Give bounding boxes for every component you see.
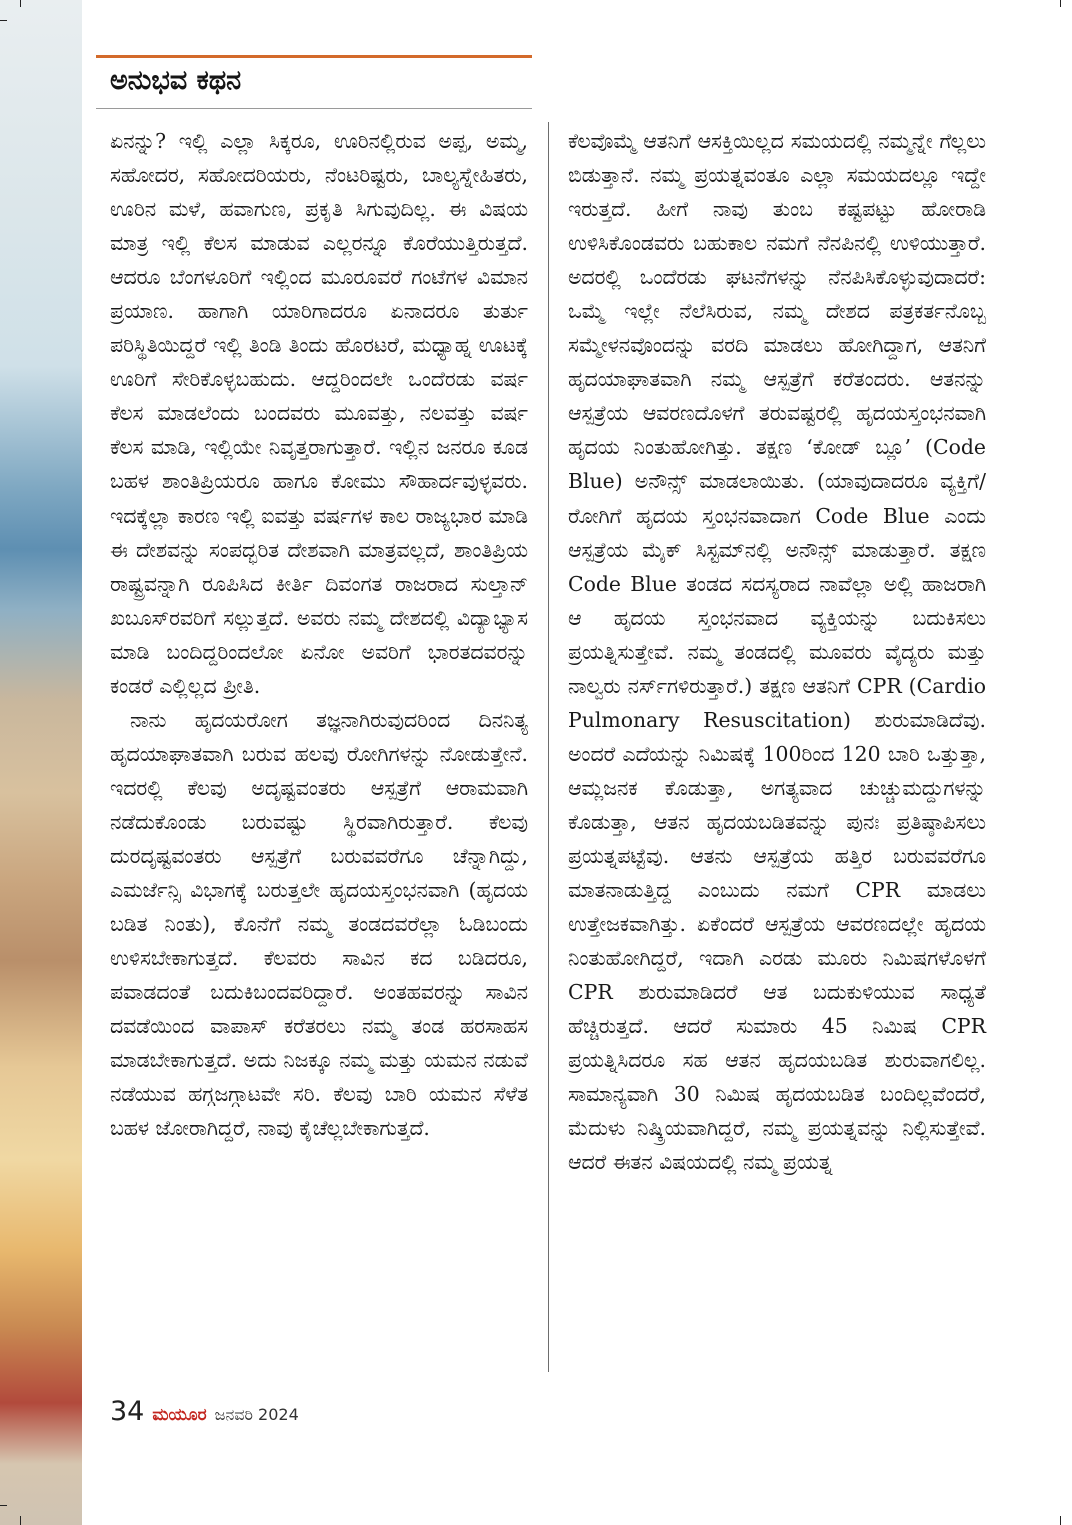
crop-mark [0, 20, 7, 21]
section-header [96, 55, 532, 109]
paragraph: ಕೆಲವೊಮ್ಮೆ ಆತನಿಗೆ ಆಸಕ್ತಿಯಿಲ್ಲದ ಸಮಯದಲ್ಲಿ ನಮ್ಮನ್ನೇ ಗೆಲ್ಲಲು ಬಿಡುತ್ತಾನೆ. ನಮ್ಮ ಪ್ರಯತ್ನವಂತೂ ಎಲ್ಲಾ ಸಮಯದಲ್ಲೂ ಇದ್ದೇ ಇರುತ್ತದೆ. ಹೀಗೆ ನಾವು ತುಂಬ ಕಷ್ಟಪಟ್ಟು ಹೋರಾಡಿ ಉಳಿಸಿಕೊಂಡವರು ಬಹುಕಾಲ ನಮಗೆ ನೆನಪಿನಲ್ಲಿ ಉಳಿಯುತ್ತಾರೆ. ಅದರಲ್ಲಿ ಒಂದೆರಡು ಘಟನೆಗಳನ್ನು ನೆನಪಿಸಿಕೊಳ್ಳುವುದಾದರೆ: ಒಮ್ಮೆ ಇಲ್ಲೇ ನೆಲೆಸಿರುವ, ನಮ್ಮ ದೇಶದ ಪತ್ರಕರ್ತನೊಬ್ಬ ಸಮ್ಮೇಳನವೊಂದನ್ನು ವರದಿ ಮಾಡಲು ಹೋಗಿದ್ದಾಗ, ಆತನಿಗೆ ಹೃದಯಾಘಾತವಾಗಿ ನಮ್ಮ ಆಸ್ಪತ್ರೆಗೆ ಕರೆತಂದರು. ಆತನನ್ನು ಆಸ್ಪತ್ರೆಯ ಆವರಣದೊಳಗೆ ತರುವಷ್ಟರಲ್ಲಿ ಹೃದಯಸ್ತಂಭನವಾಗಿ ಹೃದಯ ನಿಂತುಹೋಗಿತ್ತು. ತಕ್ಷಣ ‘ಕೋಡ್ ಬ್ಲೂ’ (Code Blue) ಅನೌನ್ಸ್ ಮಾಡಲಾಯಿತು. (ಯಾವುದಾದರೂ ವ್ಯಕ್ತಿಗೆ/ರೋಗಿಗೆ ಹೃದಯ ಸ್ತಂಭನವಾದಾಗ Code Blue ಎಂದು ಆಸ್ಪತ್ರೆಯ ಮೈಕ್ ಸಿಸ್ಟಮ್‌ನಲ್ಲಿ ಅನೌನ್ಸ್ ಮಾಡುತ್ತಾರೆ. ತಕ್ಷಣ Code Blue ತಂಡದ ಸದಸ್ಯರಾದ ನಾವೆಲ್ಲಾ ಅಲ್ಲಿ ಹಾಜರಾಗಿ ಆ ಹೃದಯ ಸ್ತಂಭನವಾದ ವ್ಯಕ್ತಿಯನ್ನು ಬದುಕಿಸಲು ಪ್ರಯತ್ನಿಸುತ್ತೇವೆ. ನಮ್ಮ ತಂಡದಲ್ಲಿ ಮೂವರು ವೈದ್ಯರು ಮತ್ತು ನಾಲ್ವರು ನರ್ಸ್‌ಗಳಿರುತ್ತಾರೆ.) ತಕ್ಷಣ ಆತನಿಗೆ CPR (Cardio Pulmonary Resuscitation) ಶುರುಮಾಡಿದೆವು. ಅಂದರೆ ಎದೆಯನ್ನು ನಿಮಿಷಕ್ಕೆ 100ರಿಂದ 120 ಬಾರಿ ಒತ್ತುತ್ತಾ, ಆಮ್ಲಜನಕ ಕೊಡುತ್ತಾ, ಅಗತ್ಯವಾದ ಚುಚ್ಚುಮದ್ದುಗಳನ್ನು ಕೊಡುತ್ತಾ, ಆತನ ಹೃದಯಬಡಿತವನ್ನು ಪುನಃ ಪ್ರತಿಷ್ಠಾಪಿಸಲು ಪ್ರಯತ್ನಪಟ್ಟೆವು. ಆತನು ಆಸ್ಪತ್ರೆಯ ಹತ್ತಿರ ಬರುವವರೆಗೂ ಮಾತನಾಡುತ್ತಿದ್ದ ಎಂಬುದು ನಮಗೆ CPR ಮಾಡಲು ಉತ್ತೇಜಕವಾಗಿತ್ತು. ಏಕೆಂದರೆ ಆಸ್ಪತ್ರೆಯ ಆವರಣದಲ್ಲೇ ಹೃದಯ ನಿಂತುಹೋಗಿದ್ದರೆ, ಇದಾಗಿ ಎರಡು ಮೂರು ನಿಮಿಷಗಳೊಳಗೆ CPR ಶುರುಮಾಡಿದರೆ ಆತ ಬದುಕುಳಿಯುವ ಸಾಧ್ಯತೆ ಹೆಚ್ಚಿರುತ್ತದೆ. ಆದರೆ ಸುಮಾರು 45 ನಿಮಿಷ CPR ಪ್ರಯತ್ನಿಸಿದರೂ ಸಹ ಆತನ ಹೃದಯಬಡಿತ ಶುರುವಾಗಲಿಲ್ಲ. ಸಾಮಾನ್ಯವಾಗಿ 30 ನಿಮಿಷ ಹೃದಯಬಡಿತ ಬಂದಿಲ್ಲವೆಂದರೆ, ಮೆದುಳು ನಿಷ್ಕ್ರಿಯವಾಗಿದ್ದರೆ, ನಮ್ಮ ಪ್ರಯತ್ನವನ್ನು ನಿಲ್ಲಿಸುತ್ತೇವೆ. ಆದರೆ ಈತನ ವಿಷಯದಲ್ಲಿ ನಮ್ಮ ಪ್ರಯತ್ನ [568, 129, 986, 1175]
decorative-photo-strip [0, 0, 82, 1525]
article-column-right [568, 124, 986, 1179]
crop-mark [20, 0, 21, 7]
crop-mark [0, 1505, 7, 1506]
page-number: 34 [110, 1396, 145, 1427]
crop-mark [1060, 0, 1061, 7]
column-divider [548, 122, 549, 1372]
article-column-left [110, 124, 528, 1145]
paragraph: ಏನನ್ನು? ಇಲ್ಲಿ ಎಲ್ಲಾ ಸಿಕ್ಕರೂ, ಊರಿನಲ್ಲಿರುವ ಅಪ್ಪ, ಅಮ್ಮ, ಸಹೋದರ, ಸಹೋದರಿಯರು, ನೆಂಟರಿಷ್ಟರು, ಬಾಲ್ಯಸ್ನೇಹಿತರು, ಊರಿನ ಮಳೆ, ಹವಾಗುಣ, ಪ್ರಕೃತಿ ಸಿಗುವುದಿಲ್ಲ. ಈ ವಿಷಯ ಮಾತ್ರ ಇಲ್ಲಿ ಕೆಲಸ ಮಾಡುವ ಎಲ್ಲರನ್ನೂ ಕೊರೆಯುತ್ತಿರುತ್ತದೆ. ಆದರೂ ಬೆಂಗಳೂರಿಗೆ ಇಲ್ಲಿಂದ ಮೂರೂವರೆ ಗಂಟೆಗಳ ವಿಮಾನ ಪ್ರಯಾಣ. ಹಾಗಾಗಿ ಯಾರಿಗಾದರೂ ಏನಾದರೂ ತುರ್ತು ಪರಿಸ್ಥಿತಿಯಿದ್ದರೆ ಇಲ್ಲಿ ತಿಂಡಿ ತಿಂದು ಹೊರಟರೆ, ಮಧ್ಯಾಹ್ನ ಊಟಕ್ಕೆ ಊರಿಗೆ ಸೇರಿಕೊಳ್ಳಬಹುದು. ಆದ್ದರಿಂದಲೇ ಒಂದೆರಡು ವರ್ಷ ಕೆಲಸ ಮಾಡಲೆಂದು ಬಂದವರು ಮೂವತ್ತು, ನಲವತ್ತು ವರ್ಷ ಕೆಲಸ ಮಾಡಿ, ಇಲ್ಲಿಯೇ ನಿವೃತ್ತರಾಗುತ್ತಾರೆ. ಇಲ್ಲಿನ ಜನರೂ ಕೂಡ ಬಹಳ ಶಾಂತಿಪ್ರಿಯರೂ ಹಾಗೂ ಕೋಮು ಸೌಹಾರ್ದವುಳ್ಳವರು. ಇದಕ್ಕೆಲ್ಲಾ ಕಾರಣ ಇಲ್ಲಿ ಐವತ್ತು ವರ್ಷಗಳ ಕಾಲ ರಾಜ್ಯಭಾರ ಮಾಡಿ ಈ ದೇಶವನ್ನು ಸಂಪದ್ಭರಿತ ದೇಶವಾಗಿ ಮಾತ್ರವಲ್ಲದೆ, ಶಾಂತಿಪ್ರಿಯ ರಾಷ್ಟ್ರವನ್ನಾಗಿ ರೂಪಿಸಿದ ಕೀರ್ತಿ ದಿವಂಗತ ರಾಜರಾದ ಸುಲ್ತಾನ್ ಖಬೂಸ್‌ರವರಿಗೆ ಸಲ್ಲುತ್ತದೆ. ಅವರು ನಮ್ಮ ದೇಶದಲ್ಲಿ ವಿದ್ಯಾಭ್ಯಾಸ ಮಾಡಿ ಬಂದಿದ್ದರಿಂದಲೋ ಏನೋ ಅವರಿಗೆ ಭಾರತದವರನ್ನು ಕಂಡರೆ ಎಲ್ಲಿಲ್ಲದ ಪ್ರೀತಿ. [110, 129, 528, 698]
page-footer [110, 1396, 299, 1430]
magazine-logo: ಮಯೂರ [152, 1405, 207, 1425]
crop-mark [1060, 1516, 1061, 1525]
issue-date: ಜನವರಿ 2024 [214, 1405, 299, 1424]
section-title: ಅನುಭವ ಕಥನ [110, 65, 242, 96]
paragraph: ನಾನು ಹೃದಯರೋಗ ತಜ್ಞನಾಗಿರುವುದರಿಂದ ದಿನನಿತ್ಯ ಹೃದಯಾಘಾತವಾಗಿ ಬರುವ ಹಲವು ರೋಗಿಗಳನ್ನು ನೋಡುತ್ತೇನೆ. ಇದರಲ್ಲಿ ಕೆಲವು ಅದೃಷ್ಟವಂತರು ಆಸ್ಪತ್ರೆಗೆ ಆರಾಮವಾಗಿ ನಡೆದುಕೊಂಡು ಬರುವಷ್ಟು ಸ್ಥಿರವಾಗಿರುತ್ತಾರೆ. ಕೆಲವು ದುರದೃಷ್ಟವಂತರು ಆಸ್ಪತ್ರೆಗೆ ಬರುವವರೆಗೂ ಚೆನ್ನಾಗಿದ್ದು, ಎಮರ್ಜೆನ್ಸಿ ವಿಭಾಗಕ್ಕೆ ಬರುತ್ತಲೇ ಹೃದಯಸ್ತಂಭನವಾಗಿ (ಹೃದಯ ಬಡಿತ ನಿಂತು), ಕೊನೆಗೆ ನಮ್ಮ ತಂಡದವರೆಲ್ಲಾ ಓಡಿಬಂದು ಉಳಿಸಬೇಕಾಗುತ್ತದೆ. ಕೆಲವರು ಸಾವಿನ ಕದ ಬಡಿದರೂ, ಪವಾಡದಂತೆ ಬದುಕಿಬಂದವರಿದ್ದಾರೆ. ಅಂತಹವರನ್ನು ಸಾವಿನ ದವಡೆಯಿಂದ ವಾಪಾಸ್ ಕರೆತರಲು ನಮ್ಮ ತಂಡ ಹರಸಾಹಸ ಮಾಡಬೇಕಾಗುತ್ತದೆ. ಅದು ನಿಜಕ್ಕೂ ನಮ್ಮ ಮತ್ತು ಯಮನ ನಡುವೆ ನಡೆಯುವ ಹಗ್ಗಜಗ್ಗಾಟವೇ ಸರಿ. ಕೆಲವು ಬಾರಿ ಯಮನ ಸೆಳೆತ ಬಹಳ ಜೋರಾಗಿದ್ದರೆ, ನಾವು ಕೈಚೆಲ್ಲಬೇಕಾಗುತ್ತದೆ. [110, 707, 528, 1141]
crop-mark [20, 1516, 21, 1525]
